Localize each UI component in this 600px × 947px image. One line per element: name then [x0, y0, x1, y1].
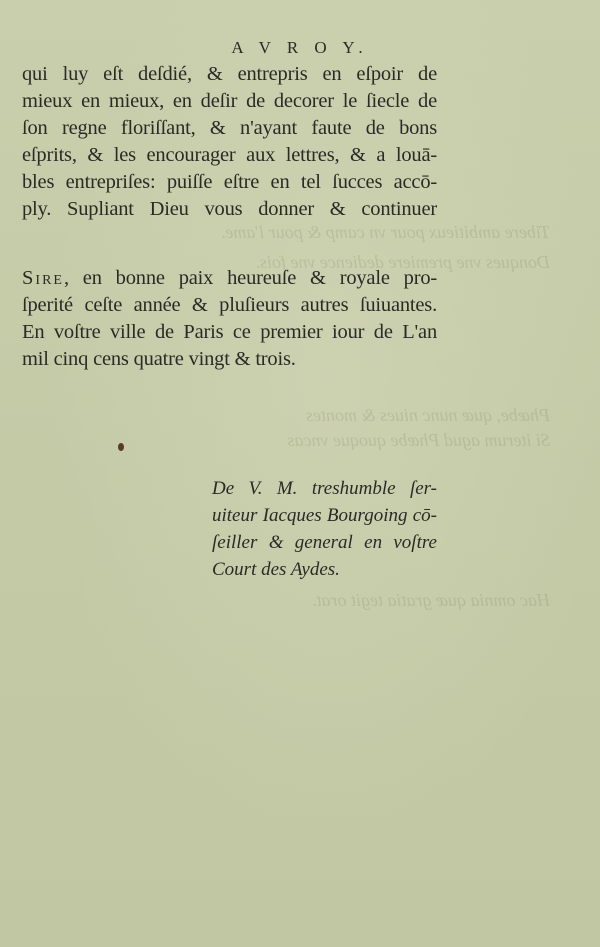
ink-spot [118, 443, 124, 451]
salutation: Sire [22, 267, 64, 289]
text-line: mieux en mieux, en deſir de decorer le ſiecle de [22, 90, 437, 112]
text-line: ply. Supliant Dieu vous donner & continuer [22, 198, 437, 220]
text-line: eſprits, & les encourager aux lettres, & a louā- [22, 144, 437, 166]
show-through-text: Phæbe, quæ nunc niues & montes [306, 405, 550, 425]
text-line: ſperité ceſte année & pluſieurs autres ſuiuantes. [22, 294, 437, 316]
text-line: mil cinq cens quatre vingt & trois. [22, 348, 296, 370]
text-line: En voſtre ville de Paris ce premier iour de L'an [22, 321, 437, 343]
signature-block [212, 475, 437, 583]
text-line [22, 265, 437, 292]
text-line: ſon regne floriſſant, & n'ayant faute de bons [22, 117, 437, 139]
running-head: A V R O Y. [231, 38, 369, 57]
signature-line: uiteur Iacques Bourgoing cō- [212, 505, 437, 526]
closing-paragraph [22, 265, 437, 373]
dedication-paragraph [22, 61, 437, 223]
show-through-text: Si iterum agud Phæbe quoque vncas [287, 430, 550, 450]
signature-line: De V. M. treshumble ſer- [212, 478, 437, 499]
show-through-text: Tibere ambitieux pour vn camp & pour l'ame. [220, 222, 550, 242]
signature-line: Court des Aydes. [212, 559, 340, 580]
text-line: qui luy eſt deſdié, & entrepris en eſpoir de [22, 63, 437, 85]
show-through-text: Donques vne premiere dedience vne fois. [255, 252, 550, 272]
text-line-rest: , en bonne paix heureuſe & royale pro- [63, 267, 437, 289]
show-through-text: Hac omnia quæ gratia tegit orat. [312, 590, 550, 610]
signature-line: ſeiller & general en voſtre [212, 532, 437, 553]
text-line: bles entrepriſes: puiſſe eſtre en tel ſucces accō- [22, 171, 437, 193]
